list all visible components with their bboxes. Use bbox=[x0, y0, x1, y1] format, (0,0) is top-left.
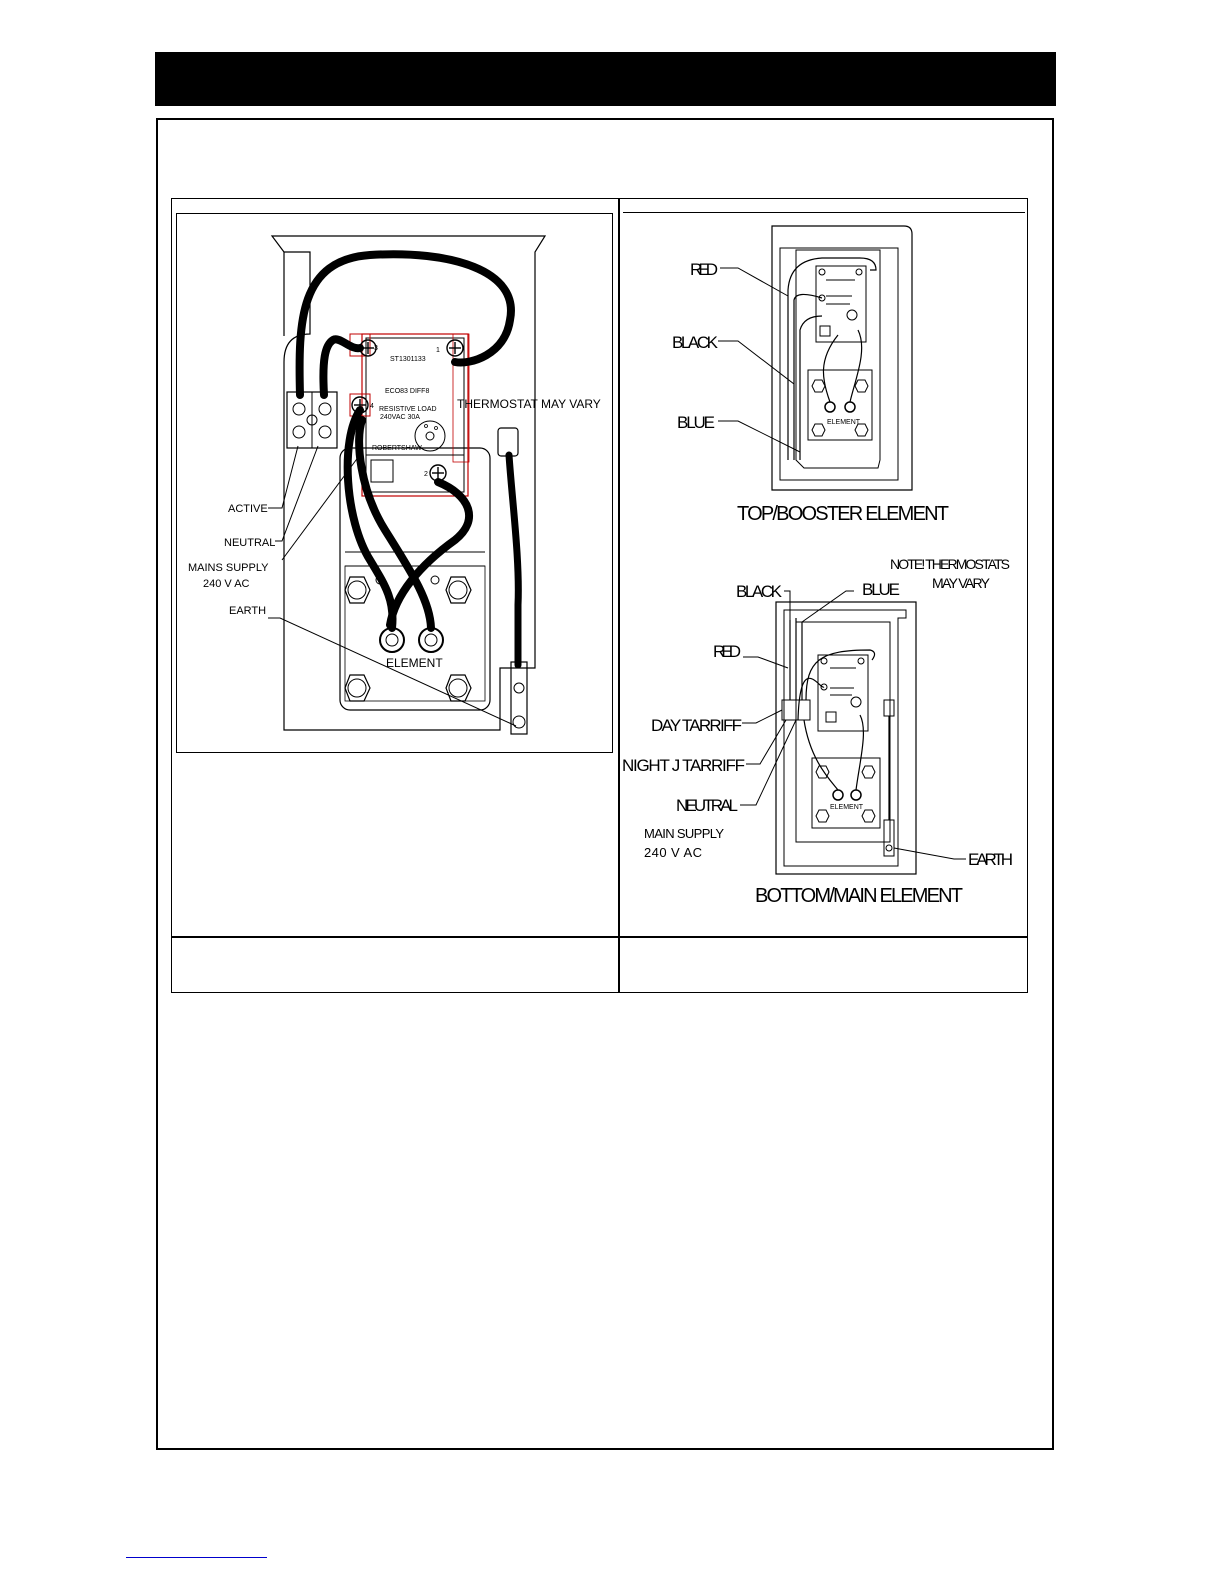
element-label: ELEMENT bbox=[830, 804, 864, 811]
voltage-label: 240 V AC bbox=[203, 578, 250, 590]
terminal-number: 3 bbox=[374, 345, 378, 352]
bottom-main-diagram bbox=[622, 556, 1013, 907]
load-label: RESISTIVE LOAD bbox=[379, 406, 437, 413]
element-label: ELEMENT bbox=[827, 419, 861, 426]
earth-label: EARTH bbox=[968, 850, 1013, 869]
black-wire-label: BLACK bbox=[672, 333, 718, 352]
earth-label: EARTH bbox=[229, 605, 267, 617]
red-wire-label: RED bbox=[713, 642, 741, 661]
active-label: ACTIVE bbox=[228, 503, 268, 515]
hex-bolt bbox=[446, 675, 471, 701]
thermostat-spec-label: ECO83 DIFF8 bbox=[385, 388, 430, 395]
cables bbox=[300, 254, 519, 665]
thermostat-may-vary-note: THERMOSTAT MAY VARY bbox=[457, 397, 601, 411]
top-booster-caption: TOP/BOOSTER ELEMENT bbox=[737, 503, 949, 525]
note-line1: NOTE! THERMOSTATS bbox=[890, 556, 1010, 572]
bottom-main-caption: BOTTOM/MAIN ELEMENT bbox=[755, 885, 963, 907]
night-tariff-label: NIGHT J TARRIFF bbox=[622, 756, 745, 775]
terminal-number: 1 bbox=[436, 347, 440, 354]
neutral-label: NEUTRAL bbox=[676, 796, 738, 815]
load-rating-label: 240VAC 30A bbox=[380, 414, 420, 421]
top-booster-diagram bbox=[672, 226, 949, 525]
maker-label: ROBERTSHAW bbox=[372, 445, 422, 452]
blue-wire-label: BLUE bbox=[677, 413, 715, 432]
terminal-number: 2 bbox=[424, 471, 428, 478]
hex-bolt bbox=[446, 577, 471, 603]
element-label: ELEMENT bbox=[386, 656, 443, 670]
note-line2: MAY VARY bbox=[932, 575, 990, 591]
voltage-label: 240 V AC bbox=[644, 845, 702, 860]
terminal-number: 4 bbox=[370, 403, 374, 410]
footer-underline bbox=[126, 1557, 267, 1558]
hex-bolt bbox=[345, 675, 370, 701]
terminal-screw bbox=[447, 340, 463, 356]
neutral-label: NEUTRAL bbox=[224, 537, 276, 549]
left-wiring-diagram bbox=[188, 236, 601, 734]
mains-supply-label: MAINS SUPPLY bbox=[188, 562, 269, 574]
thermostat-model-label: ST1301133 bbox=[390, 356, 426, 363]
black-wire-label: BLACK bbox=[736, 582, 782, 601]
blue-wire-label: BLUE bbox=[862, 580, 900, 599]
main-supply-label: MAIN SUPPLY bbox=[644, 826, 724, 841]
red-wire-label: RED bbox=[690, 260, 718, 279]
hex-bolt bbox=[345, 577, 370, 603]
day-tariff-label: DAY TARRIFF bbox=[651, 716, 742, 735]
